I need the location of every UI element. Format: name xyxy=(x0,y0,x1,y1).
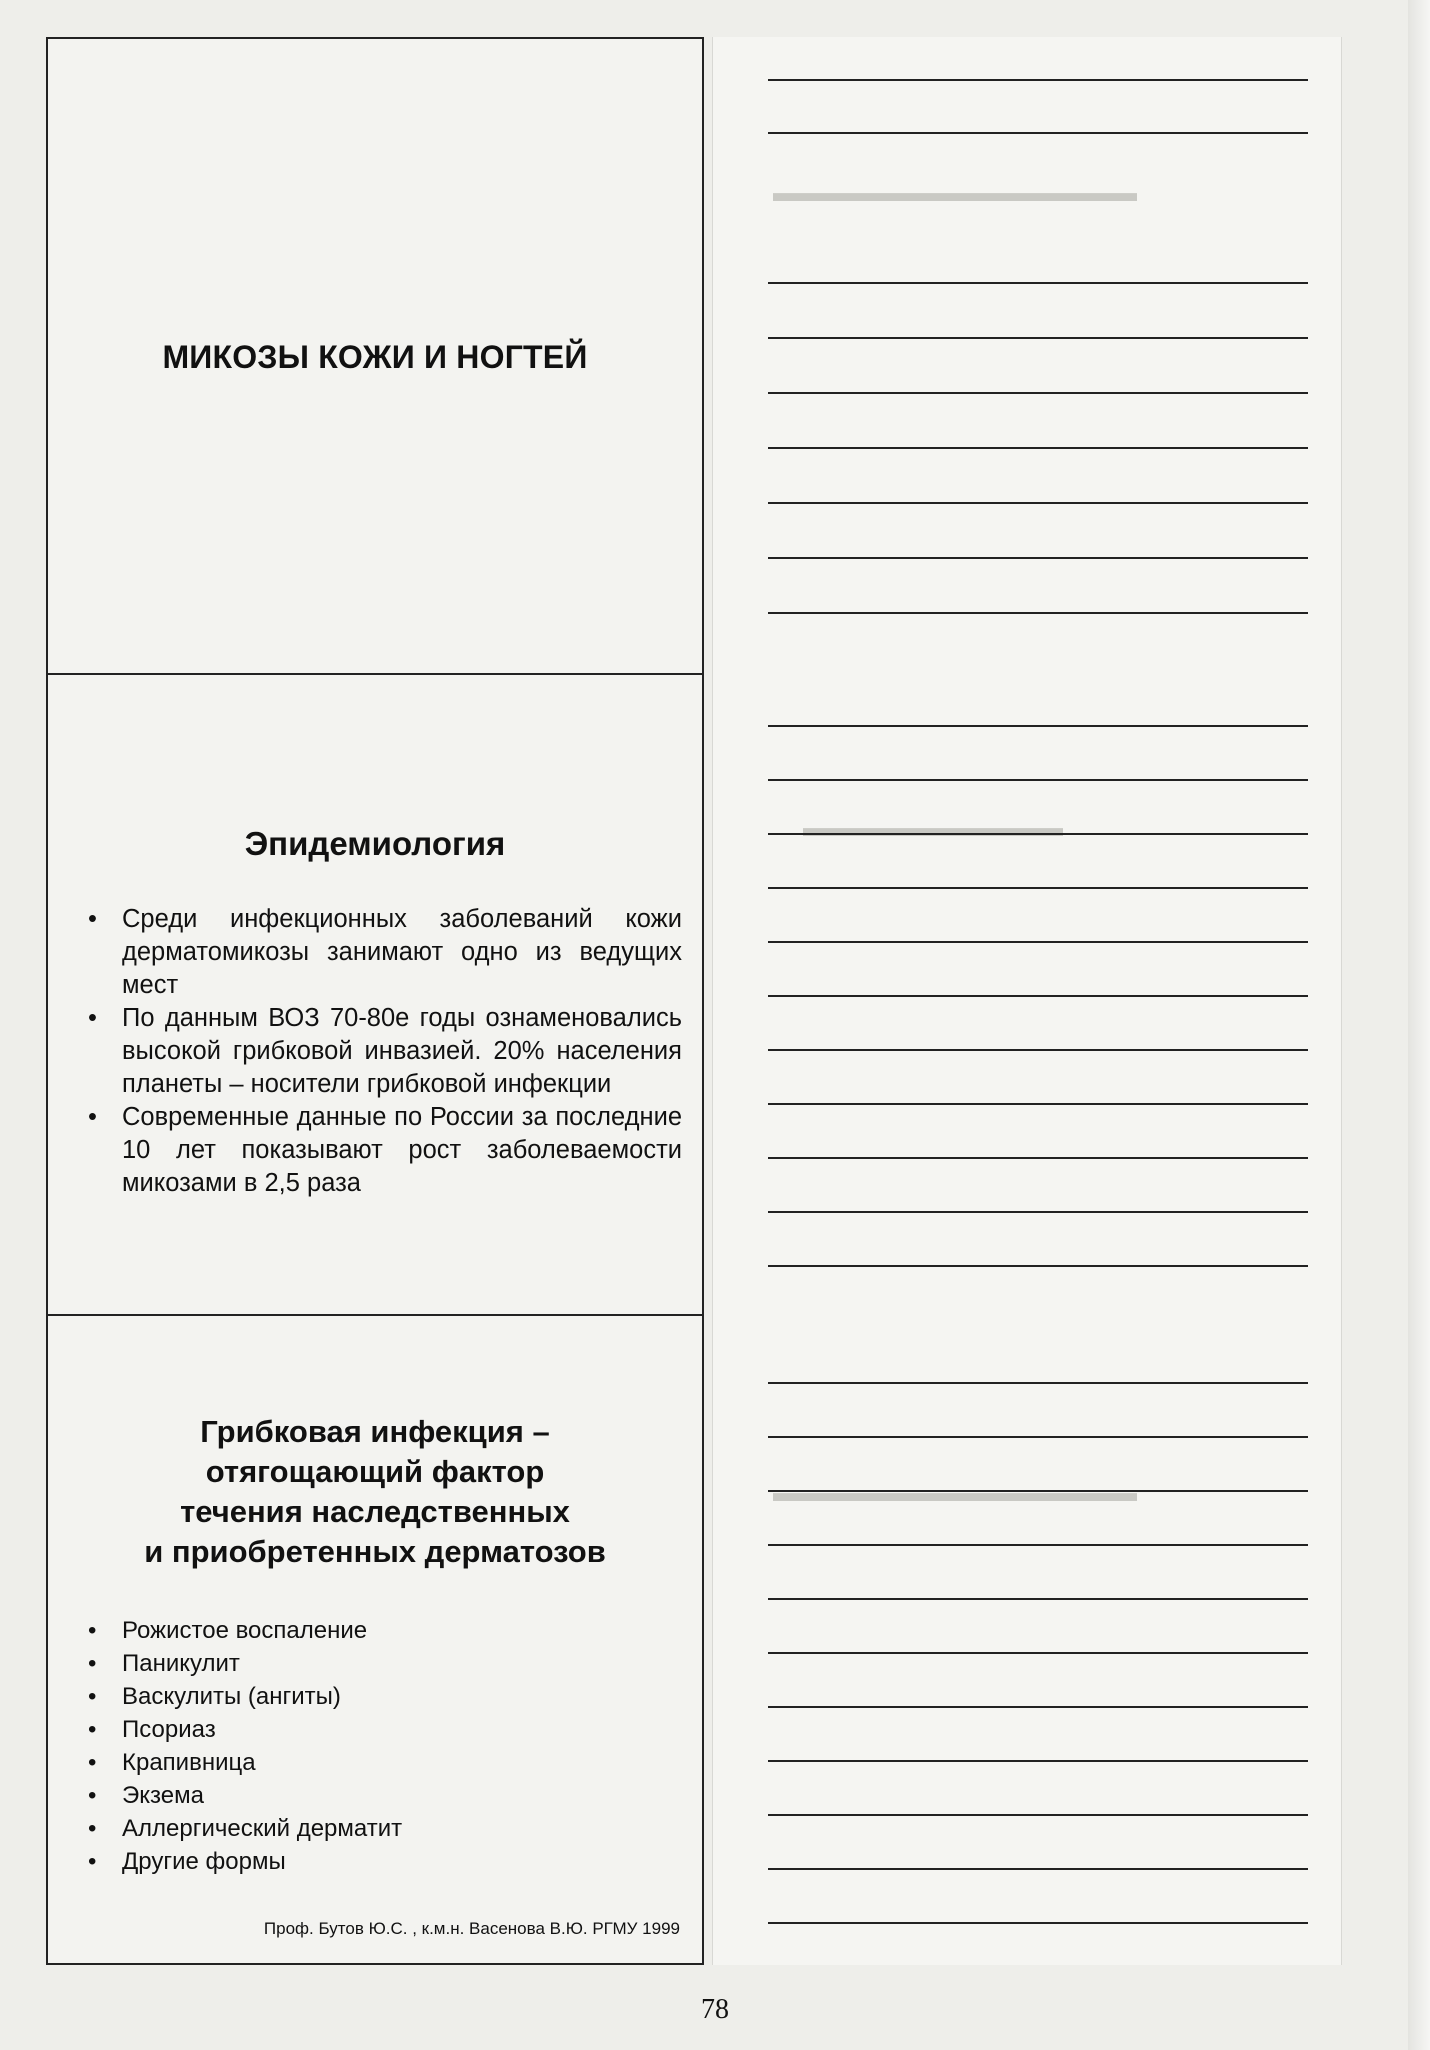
list-item xyxy=(88,1746,682,1779)
note-line xyxy=(768,1049,1308,1051)
note-line xyxy=(768,502,1308,504)
bullet-icon: • xyxy=(88,1683,97,1710)
note-line xyxy=(768,725,1308,727)
note-line xyxy=(768,1868,1308,1870)
bullet-text: Современные данные по России за последние 10 лет показывают рост заболеваемости микозами в 2,5 раза xyxy=(122,1103,682,1197)
note-line xyxy=(768,1814,1308,1816)
note-line xyxy=(768,1922,1308,1924)
note-line xyxy=(768,1265,1308,1267)
list-item xyxy=(88,903,682,1002)
note-line xyxy=(768,612,1308,614)
list-item xyxy=(88,1101,682,1200)
title-line: отягощающий фактор xyxy=(205,1454,545,1489)
bullet-icon: • xyxy=(88,1004,97,1032)
note-line xyxy=(768,447,1308,449)
list-item xyxy=(88,1614,682,1647)
note-line xyxy=(768,1103,1308,1105)
list-item xyxy=(88,1647,682,1680)
bullet-icon: • xyxy=(88,1716,97,1743)
page-number: 78 xyxy=(701,1994,729,2025)
title-line: течения наследственных xyxy=(180,1494,570,1529)
note-line xyxy=(768,79,1308,81)
list-item xyxy=(88,1713,682,1746)
list-item xyxy=(88,1779,682,1812)
note-line xyxy=(768,1544,1308,1546)
bullet-icon: • xyxy=(88,1848,97,1875)
bullet-text: Рожистое воспаление xyxy=(122,1617,368,1644)
note-line xyxy=(768,1382,1308,1384)
slide-2-title: Эпидемиология xyxy=(244,825,506,862)
list-item xyxy=(88,1680,682,1713)
list-item xyxy=(88,1002,682,1101)
notes-column xyxy=(712,37,1342,1965)
title-line: и приобретенных дерматозов xyxy=(144,1534,606,1569)
bullet-icon: • xyxy=(88,1617,97,1644)
note-line xyxy=(768,1157,1308,1159)
bleed-through-decoration: ▬▬▬▬▬▬▬▬▬▬▬▬▬▬ xyxy=(773,177,1137,207)
bullet-icon: • xyxy=(88,1650,97,1677)
slide-3-bullet-list xyxy=(88,1614,682,1878)
bullet-icon: • xyxy=(88,1815,97,1842)
bullet-icon: • xyxy=(88,1749,97,1776)
bullet-icon: • xyxy=(88,1782,97,1809)
bullet-icon: • xyxy=(88,905,97,933)
note-line xyxy=(768,887,1308,889)
list-item xyxy=(88,1812,682,1845)
slide-3-title xyxy=(48,1412,702,1572)
note-line xyxy=(768,1490,1308,1492)
slide-column xyxy=(46,37,704,1965)
bullet-icon: • xyxy=(88,1103,97,1131)
note-line xyxy=(768,1760,1308,1762)
note-line xyxy=(768,1211,1308,1213)
note-line xyxy=(768,392,1308,394)
slide-2 xyxy=(48,675,702,1316)
bullet-text: Псориаз xyxy=(122,1716,216,1743)
bullet-text: Среди инфекционных заболеваний кожи дерматомикозы занимают одно из ведущих мест xyxy=(122,905,682,999)
note-line xyxy=(768,1598,1308,1600)
bullet-text: Аллергический дерматит xyxy=(122,1815,403,1842)
note-line xyxy=(768,1706,1308,1708)
slide-1 xyxy=(48,39,702,675)
bullet-text: Паникулит xyxy=(122,1650,240,1677)
author-credit: Проф. Бутов Ю.С. , к.м.н. Васенова В.Ю. РГМУ 1999 xyxy=(263,1919,680,1938)
title-line: Грибковая инфекция – xyxy=(200,1414,550,1449)
note-line xyxy=(768,282,1308,284)
bullet-text: Крапивница xyxy=(122,1749,256,1776)
bullet-text: Другие формы xyxy=(122,1848,286,1875)
page-edge-shadow xyxy=(1408,0,1430,2050)
note-line xyxy=(768,995,1308,997)
note-line xyxy=(768,337,1308,339)
bullet-text: По данным ВОЗ 70-80е годы ознаменовались высокой грибковой инвазией. 20% населения планеты – носители грибковой инфекции xyxy=(122,1004,682,1098)
note-line xyxy=(768,941,1308,943)
bleed-through-decoration: ▬▬▬▬▬▬▬▬▬▬▬▬▬▬ xyxy=(773,1477,1137,1507)
bleed-through-decoration: ▬▬▬▬▬▬▬▬▬▬ xyxy=(803,812,1063,842)
list-item xyxy=(88,1845,682,1878)
bullet-text: Васкулиты (ангиты) xyxy=(122,1683,341,1710)
note-line xyxy=(768,1436,1308,1438)
slide-2-bullet-list xyxy=(88,903,682,1200)
slide-3 xyxy=(48,1316,702,1963)
note-line xyxy=(768,833,1308,835)
note-line xyxy=(768,779,1308,781)
note-line xyxy=(768,557,1308,559)
slide-1-title: МИКОЗЫ КОЖИ И НОГТЕЙ xyxy=(162,339,588,375)
note-line xyxy=(768,1652,1308,1654)
note-line xyxy=(768,132,1308,134)
bullet-text: Экзема xyxy=(122,1782,204,1809)
